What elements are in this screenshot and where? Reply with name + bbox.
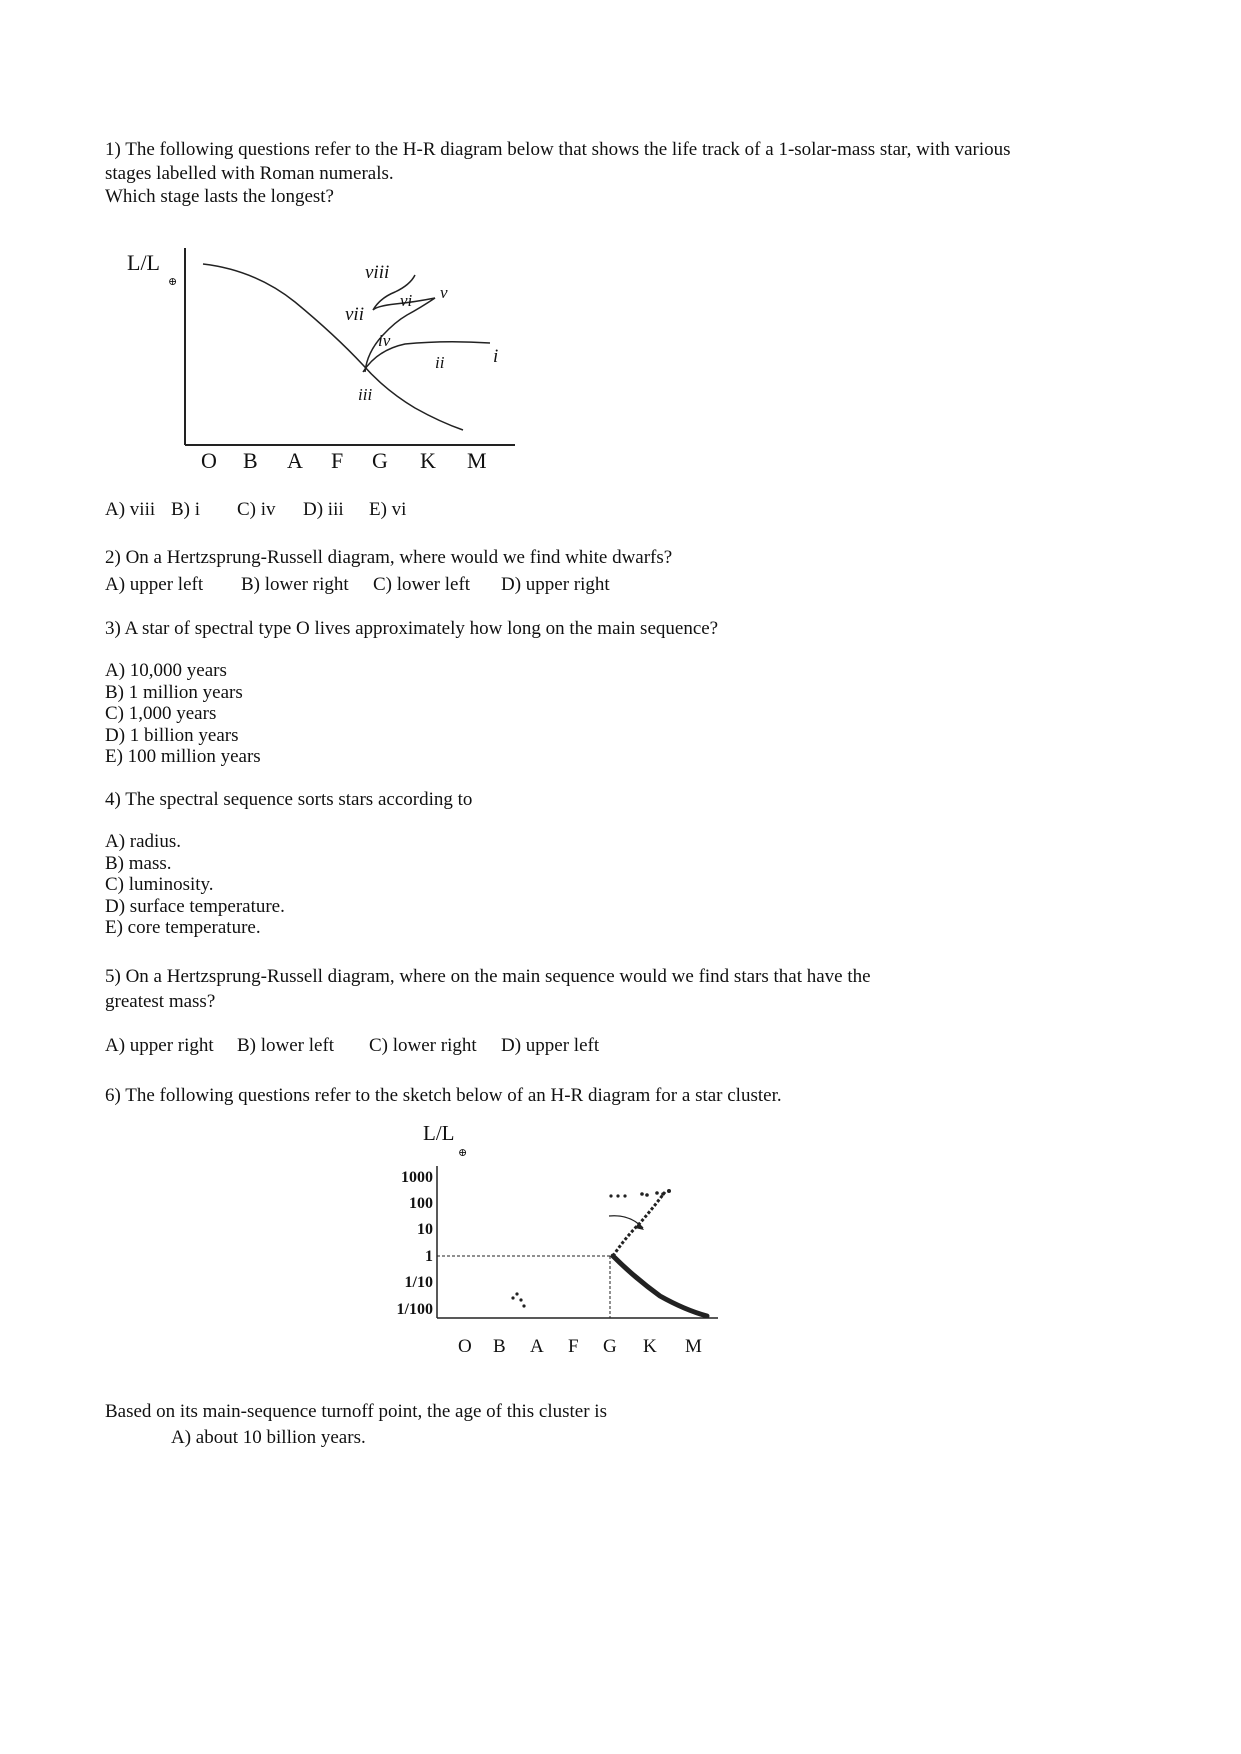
stage-label-viii: viii (365, 262, 390, 283)
q3-choice-e: E) 100 million years (105, 746, 261, 767)
q6-ytick-1-100: 1/100 (396, 1301, 433, 1318)
q5-choice-b: B) lower left (237, 1035, 335, 1056)
q3-question: 3) A star of spectral type O lives approximately how long on the main sequence? (105, 618, 719, 639)
stage-label-i: i (493, 346, 499, 367)
cluster-main-sequence (613, 1256, 707, 1316)
q3-choice-b: B) 1 million years (105, 682, 243, 703)
q1-class-G: G (372, 448, 388, 473)
hr-diagram-star-cluster (385, 1118, 735, 1363)
q1-class-M: M (467, 448, 487, 473)
q2-choice-b: B) lower right (241, 574, 349, 595)
q6-ylabel-sub: ⊕ (458, 1147, 468, 1159)
q6-choice-a: A) about 10 billion years. (171, 1427, 366, 1448)
q5-text-line2: greatest mass? (105, 991, 216, 1012)
q1-ylabel-sub: ⊕ (168, 276, 178, 288)
q1-class-O: O (201, 448, 217, 473)
q1-text-line2: stages labelled with Roman numerals. (105, 163, 394, 184)
q1-text-line1: 1) The following questions refer to the H-R diagram below that shows the life track of a 1-solar-mass star, with various (105, 139, 1011, 160)
q6-ytick-1000: 1000 (401, 1169, 433, 1186)
q3-choice-c: C) 1,000 years (105, 703, 217, 724)
q2-question: 2) On a Hertzsprung-Russell diagram, where would we find white dwarfs? (105, 547, 673, 568)
q4-choice-b: B) mass. (105, 853, 172, 874)
q2-choice-c: C) lower left (373, 574, 471, 595)
stage-label-iii: iii (358, 385, 373, 404)
main-sequence-curve (203, 264, 463, 430)
q6-ylabel: L/L (423, 1121, 455, 1145)
stage-label-ii: ii (435, 353, 445, 372)
q1-choice-c: C) iv (237, 499, 276, 520)
q5-text-line1: 5) On a Hertzsprung-Russell diagram, where on the main sequence would we find stars that have the (105, 966, 871, 987)
q4-question: 4) The spectral sequence sorts stars according to (105, 789, 473, 810)
q5-choice-d: D) upper left (501, 1035, 600, 1056)
cluster-white-dwarfs (511, 1292, 525, 1307)
q6-ytick-10: 10 (417, 1221, 433, 1238)
q1-class-K: K (420, 448, 436, 473)
q2-choice-d: D) upper right (501, 574, 610, 595)
q5-choice-a: A) upper right (105, 1035, 214, 1056)
q6-class-K: K (643, 1336, 657, 1357)
q1-choice-d: D) iii (303, 499, 344, 520)
q2-choice-a: A) upper left (105, 574, 204, 595)
q3-choice-a: A) 10,000 years (105, 660, 227, 681)
q6-class-O: O (458, 1336, 472, 1357)
q1-question: Which stage lasts the longest? (105, 186, 334, 207)
q4-choice-a: A) radius. (105, 831, 181, 852)
q1-choice-a: A) viii (105, 499, 156, 520)
q4-choice-e: E) core temperature. (105, 917, 261, 938)
q6-class-M: M (685, 1336, 702, 1357)
stage-label-vi: vi (400, 291, 413, 310)
q1-class-B: B (243, 448, 258, 473)
q6-question: Based on its main-sequence turnoff point, the age of this cluster is (105, 1401, 607, 1422)
q1-choice-e: E) vi (369, 499, 407, 520)
hr-diagram-stellar-track (115, 240, 535, 485)
q6-ytick-1-10: 1/10 (404, 1274, 433, 1291)
q6-class-G: G (603, 1336, 617, 1357)
q1-class-A: A (287, 448, 303, 473)
q5-choice-c: C) lower right (369, 1035, 477, 1056)
q3-choice-d: D) 1 billion years (105, 725, 239, 746)
q4-choice-d: D) surface temperature. (105, 896, 285, 917)
q1-ylabel: L/L (127, 250, 160, 275)
stage-label-iv: iv (378, 331, 391, 350)
q6-intro: 6) The following questions refer to the sketch below of an H-R diagram for a star cluster. (105, 1085, 782, 1106)
q6-ytick-100: 100 (409, 1195, 433, 1212)
q6-class-F: F (568, 1336, 579, 1357)
q1-choice-b: B) i (171, 499, 201, 520)
q6-class-B: B (493, 1336, 506, 1357)
q6-class-A: A (530, 1336, 544, 1357)
q4-choice-c: C) luminosity. (105, 874, 214, 895)
q6-ytick-1: 1 (425, 1248, 433, 1265)
stage-label-vii: vii (345, 304, 364, 325)
q1-class-F: F (331, 448, 344, 473)
stage-label-v: v (440, 283, 448, 302)
